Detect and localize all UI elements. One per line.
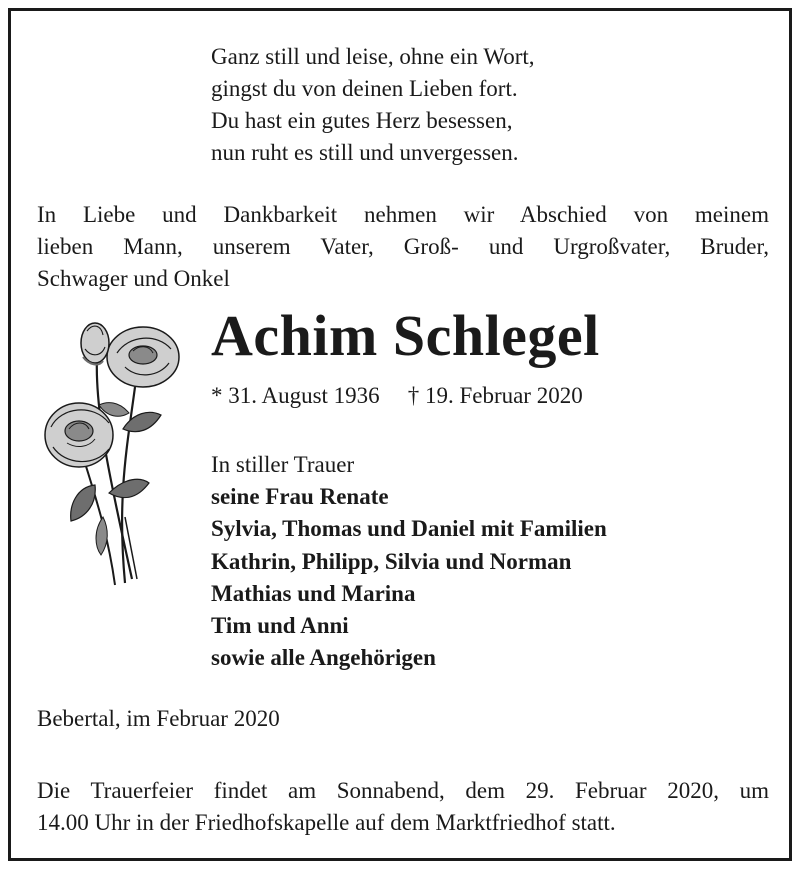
funeral-announcement	[37, 775, 769, 839]
mourners-list	[211, 449, 607, 674]
obituary-notice	[8, 8, 792, 861]
intro-line: Schwager und Onkel	[37, 266, 230, 291]
intro-line: In Liebe und Dankbarkeit nehmen wir Abschied von meinem	[37, 202, 769, 227]
funeral-line: 14.00 Uhr in der Friedhofskapelle auf dem Marktfriedhof statt.	[37, 810, 616, 835]
poem-line: Du hast ein gutes Herz besessen,	[211, 108, 513, 133]
mourner-line: seine Frau Renate	[211, 484, 389, 510]
mourner-line: Kathrin, Philipp, Silvia und Norman	[211, 548, 572, 574]
mourner-line: sowie alle Angehörigen	[211, 645, 436, 671]
mourner-line: Sylvia, Thomas und Daniel mit Familien	[211, 516, 607, 542]
deceased-name: Achim Schlegel	[211, 303, 600, 368]
poem-line: nun ruht es still und unvergessen.	[211, 140, 519, 165]
roses-illustration-icon	[37, 317, 187, 589]
birth-date: * 31. August 1936	[211, 383, 380, 408]
life-dates	[211, 381, 583, 411]
memorial-poem	[211, 41, 535, 169]
death-date: † 19. Februar 2020	[407, 383, 583, 408]
mourners-heading: In stiller Trauer	[211, 452, 355, 477]
poem-line: gingst du von deinen Lieben fort.	[211, 76, 518, 101]
mourner-line: Mathias und Marina	[211, 580, 416, 606]
farewell-intro	[37, 199, 769, 295]
place-and-date: Bebertal, im Februar 2020	[37, 706, 280, 731]
mourner-line: Tim und Anni	[211, 613, 349, 639]
funeral-line: Die Trauerfeier findet am Sonnabend, dem 29. Februar 2020, um	[37, 778, 769, 803]
intro-line: lieben Mann, unserem Vater, Groß- und Urgroßvater, Bruder,	[37, 234, 769, 259]
poem-line: Ganz still und leise, ohne ein Wort,	[211, 44, 535, 69]
